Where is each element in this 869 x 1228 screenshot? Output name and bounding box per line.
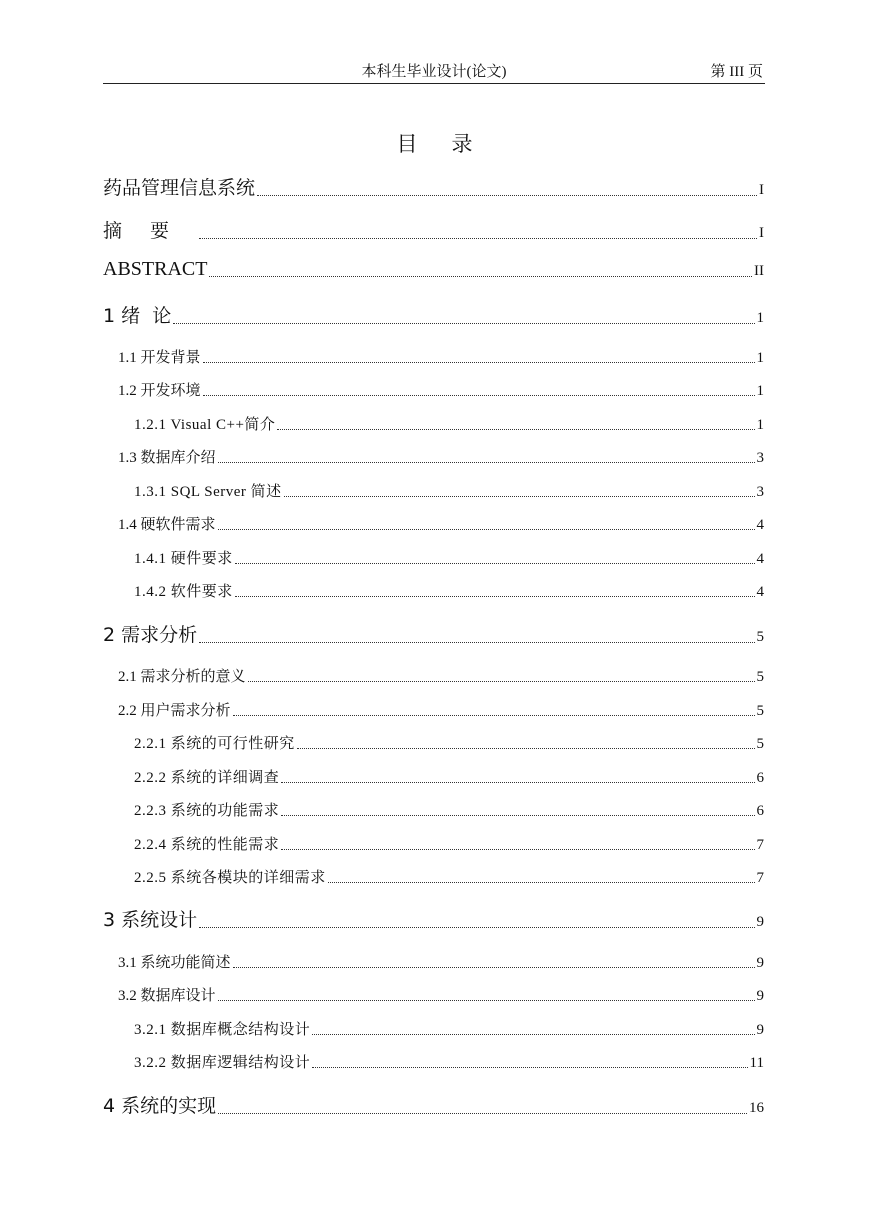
dot-leader (281, 815, 754, 816)
toc-entry-page: 1 (756, 383, 764, 399)
toc-entry[interactable] (134, 580, 764, 601)
header-page-number: 第 III 页 (710, 64, 763, 80)
dot-leader (199, 238, 757, 239)
dot-leader (257, 195, 757, 196)
toc-entry-label: 3 系统设计 (103, 909, 198, 931)
dot-leader (209, 276, 752, 277)
toc-entry[interactable] (118, 513, 764, 534)
toc-entry-label: 2 需求分析 (103, 624, 198, 646)
toc-entry[interactable] (118, 379, 764, 400)
toc-entry-page: 4 (756, 517, 764, 533)
toc-entry[interactable] (103, 216, 764, 243)
dot-leader (277, 429, 754, 430)
toc-entry-page: 7 (756, 870, 764, 886)
toc-entry-page: 6 (756, 770, 764, 786)
toc-entry-page: 9 (756, 955, 764, 971)
toc-entry-label: 摘要 (103, 220, 198, 242)
toc-entry[interactable] (103, 905, 764, 932)
toc-entry[interactable] (134, 732, 764, 753)
toc-entry-page: 1 (756, 417, 764, 433)
toc-entry-page: 4 (756, 584, 764, 600)
toc-entry-label: 1.2.1 Visual C++简介 (134, 417, 276, 433)
toc-entry-page: 4 (756, 551, 764, 567)
dot-leader (235, 563, 755, 564)
toc-entry-label: 1.4 硬软件需求 (118, 517, 216, 533)
toc-entry[interactable] (103, 620, 764, 647)
toc-entry-label: ABSTRACT (103, 258, 208, 280)
dot-leader (281, 849, 754, 850)
toc-entry-page: 5 (756, 736, 764, 752)
toc-entry-page: 5 (756, 703, 764, 719)
toc-entry-label: 1.3.1 SQL Server 简述 (134, 484, 282, 500)
toc-title: 目录 (396, 132, 507, 156)
toc-entry[interactable] (118, 346, 764, 367)
toc-entry-page: 9 (756, 988, 764, 1004)
dot-leader (248, 681, 755, 682)
toc-entry-label: 2.1 需求分析的意义 (118, 669, 246, 685)
dot-leader (173, 323, 754, 324)
toc-entry-label: 3.2.2 数据库逻辑结构设计 (134, 1055, 311, 1071)
dot-leader (297, 748, 755, 749)
toc-entry-page: 6 (756, 803, 764, 819)
toc-entry[interactable] (103, 173, 764, 200)
toc-entry-label: 药品管理信息系统 (103, 177, 256, 199)
toc-entry[interactable] (134, 413, 764, 434)
toc-entry-label: 3.2 数据库设计 (118, 988, 216, 1004)
toc-entry-label: 4 系统的实现 (103, 1095, 217, 1117)
toc-entry-label: 2.2.3 系统的功能需求 (134, 803, 280, 819)
dot-leader (218, 529, 755, 530)
toc-entry-label: 3.1 系统功能简述 (118, 955, 231, 971)
toc-entry-page: 3 (756, 484, 764, 500)
dot-leader (233, 967, 755, 968)
toc-entry[interactable] (134, 480, 764, 501)
dot-leader (233, 715, 755, 716)
dot-leader (218, 1113, 747, 1114)
toc-entry-label: 2.2.4 系统的性能需求 (134, 837, 280, 853)
toc-entry-page: I (759, 182, 764, 198)
toc-entry[interactable] (134, 1051, 764, 1072)
toc-entry-label: 1.1 开发背景 (118, 350, 201, 366)
toc-entry-label: 3.2.1 数据库概念结构设计 (134, 1022, 311, 1038)
toc-entry[interactable] (134, 1018, 764, 1039)
toc-entry-page: 1 (756, 310, 764, 326)
toc-entry[interactable] (134, 866, 764, 887)
toc-entry-page: 9 (756, 1022, 764, 1038)
toc-entry[interactable] (103, 301, 764, 328)
toc-entry-label: 1.3 数据库介绍 (118, 450, 216, 466)
toc-entry-page: 5 (756, 629, 764, 645)
dot-leader (312, 1067, 747, 1068)
toc-entry-label: 2.2 用户需求分析 (118, 703, 231, 719)
dot-leader (203, 395, 755, 396)
toc-entry-label: 2.2.1 系统的可行性研究 (134, 736, 295, 752)
toc-entry[interactable] (103, 258, 764, 281)
toc-entry-page: 16 (749, 1100, 764, 1116)
toc-entry[interactable] (118, 446, 764, 467)
dot-leader (218, 462, 755, 463)
dot-leader (203, 362, 755, 363)
header-title: 本科生毕业设计(论文) (361, 64, 507, 80)
toc-entry-page: II (754, 263, 764, 279)
dot-leader (218, 1000, 755, 1001)
dot-leader (235, 596, 755, 597)
toc-entry[interactable] (103, 1091, 764, 1118)
toc-entry-label: 2.2.5 系统各模块的详细需求 (134, 870, 326, 886)
toc-entry-label: 1 绪 论 (103, 305, 172, 327)
toc-entry[interactable] (118, 984, 764, 1005)
toc-entry-page: 7 (756, 837, 764, 853)
toc-entry-page: 9 (756, 914, 764, 930)
toc-entry-label: 1.4.2 软件要求 (134, 584, 233, 600)
toc-entry-label: 1.4.1 硬件要求 (134, 551, 233, 567)
dot-leader (281, 782, 754, 783)
toc-entry-page: 3 (756, 450, 764, 466)
toc-entry-label: 1.2 开发环境 (118, 383, 201, 399)
toc-entry-label: 2.2.2 系统的详细调查 (134, 770, 280, 786)
toc-entry[interactable] (118, 699, 764, 720)
toc-entry-page: 1 (756, 350, 764, 366)
toc-entry-page: 11 (749, 1055, 764, 1071)
toc-entry-page: I (759, 225, 764, 241)
toc-entry[interactable] (134, 766, 764, 787)
toc-entry[interactable] (134, 833, 764, 854)
toc-entry[interactable] (134, 799, 764, 820)
dot-leader (284, 496, 755, 497)
dot-leader (328, 882, 755, 883)
toc-entry[interactable] (118, 665, 764, 686)
toc-entry[interactable] (134, 547, 764, 568)
page-header (103, 56, 765, 84)
dot-leader (312, 1034, 754, 1035)
toc-entry-page: 5 (756, 669, 764, 685)
toc-entry[interactable] (118, 951, 764, 972)
dot-leader (199, 642, 754, 643)
dot-leader (199, 927, 754, 928)
